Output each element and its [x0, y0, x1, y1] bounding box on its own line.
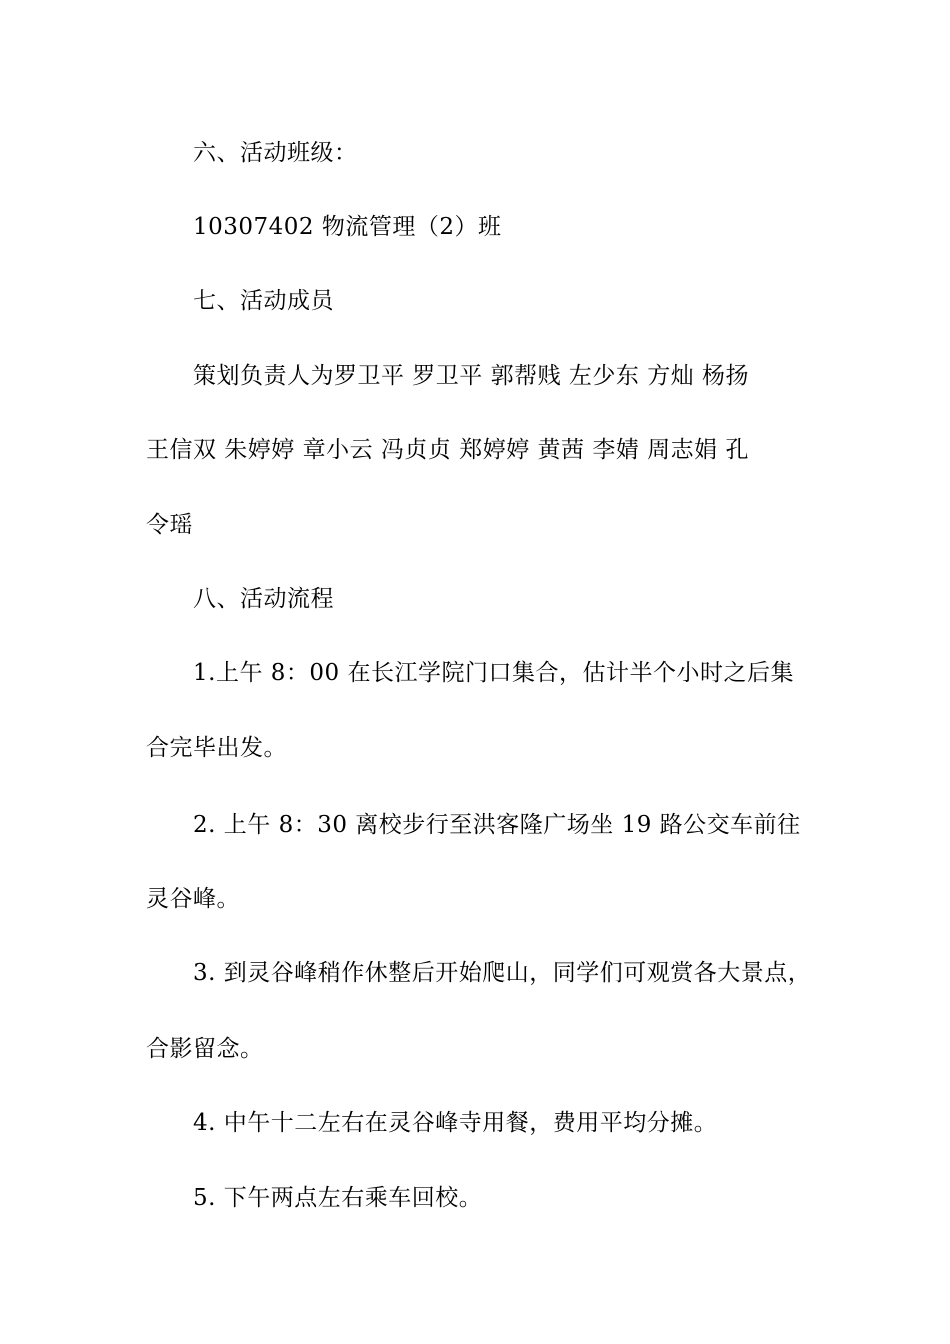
- section-heading-process: 八、活动流程: [193, 586, 334, 612]
- members-paragraph-line-1: 策划负责人为罗卫平 罗卫平 郭帮贱 左少东 方灿 杨扬: [193, 363, 750, 389]
- process-step-2-line-2: 灵谷峰。: [146, 886, 240, 912]
- process-step-3-line-1: 3. 到灵谷峰稍作休整后开始爬山，同学们可观赏各大景点，: [193, 960, 812, 986]
- members-paragraph-line-3: 令瑶: [146, 512, 193, 538]
- process-step-1-line-2: 合完毕出发。: [146, 735, 287, 761]
- process-step-4: 4. 中午十二左右在灵谷峰寺用餐，费用平均分摊。: [193, 1110, 718, 1136]
- process-step-3-line-2: 合影留念。: [146, 1036, 264, 1062]
- process-step-1-line-1: 1.上午 8：00 在长江学院门口集合，估计半个小时之后集: [193, 660, 794, 686]
- process-step-5: 5. 下午两点左右乘车回校。: [193, 1185, 483, 1211]
- section-heading-class: 六、活动班级：: [193, 140, 358, 166]
- members-paragraph-line-2: 王信双 朱婷婷 章小云 冯贞贞 郑婷婷 黄茜 李婧 周志娟 孔: [146, 437, 749, 463]
- process-step-2-line-1: 2. 上午 8：30 离校步行至洪客隆广场坐 19 路公交车前往: [193, 812, 801, 838]
- section-heading-members: 七、活动成员: [193, 288, 334, 314]
- class-name-text: 10307402 物流管理（2）班: [193, 214, 502, 240]
